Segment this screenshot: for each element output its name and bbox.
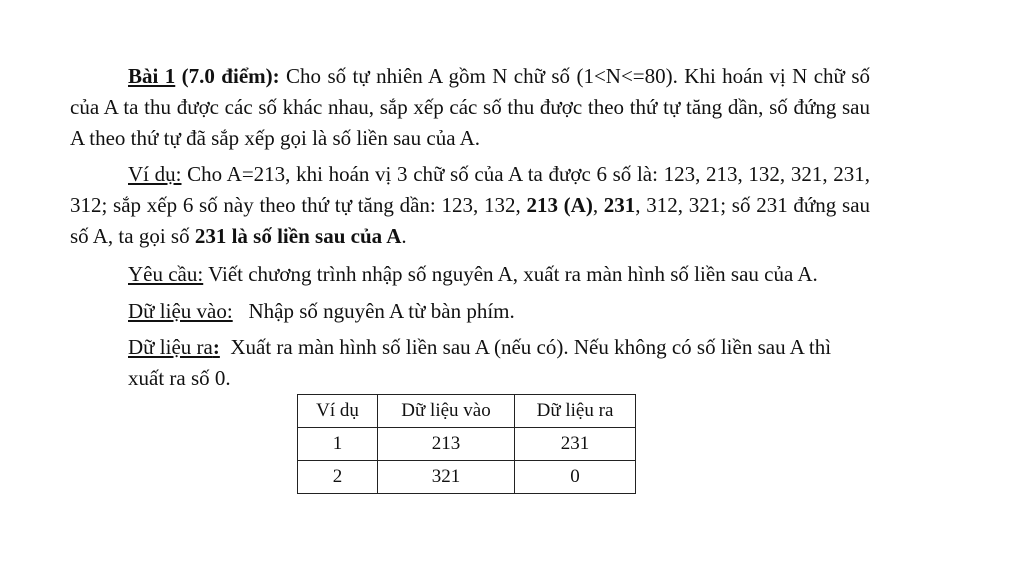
example-text-2: , 312, 321; số 231 đứng sau số A, ta gọi số <box>70 193 871 248</box>
table-cell: 2 <box>298 461 378 494</box>
table-cell: 213 <box>378 428 515 461</box>
example-bold-conclusion: 231 là số liền sau của A <box>194 224 402 248</box>
example-bold-a: 213 (A) <box>526 193 593 217</box>
output-label: Dữ liệu ra <box>128 335 213 359</box>
problem-statement <box>70 61 870 154</box>
problem-intro: Cho số tự nhiên A gồm N chữ số (1<N<=80). Khi hoán vị N chữ số của A ta thu được các số khác nhau, sắp xếp các số thu được theo thứ tự tăng dần, số đứng sau A theo thứ tự đã sắp xếp gọi là số liền sau của A. <box>70 64 871 150</box>
table-header-row <box>298 395 636 428</box>
example-bold-231: 231 <box>603 193 636 217</box>
table-header-output: Dữ liệu ra <box>515 395 636 428</box>
requirement-label: Yêu cầu: <box>128 262 204 286</box>
example-text-1: Cho A=213, khi hoán vị 3 chữ số của A ta được 6 số là: 123, 213, 132, 321, 231, 312; sắp xếp 6 số này theo thứ tự tăng dần: 123, 132, <box>70 162 870 217</box>
output-line <box>128 332 868 394</box>
requirement-line <box>128 259 868 290</box>
output-text: Xuất ra màn hình số liền sau A (nếu có). Nếu không có số liền sau A thì xuất ra số 0. <box>128 335 837 390</box>
table-cell: 0 <box>515 461 636 494</box>
input-line <box>128 296 868 327</box>
example-table <box>297 394 636 494</box>
example-paragraph <box>70 159 870 252</box>
output-colon: : <box>212 335 220 359</box>
table-cell: 321 <box>378 461 515 494</box>
example-end: . <box>401 224 407 248</box>
input-text: Nhập số nguyên A từ bàn phím. <box>232 299 515 323</box>
example-sep: , <box>592 193 604 217</box>
problem-title: Bài 1 <box>128 64 176 88</box>
input-label: Dữ liệu vào: <box>128 299 233 323</box>
requirement-text: Viết chương trình nhập số nguyên A, xuất ra màn hình số liền sau của A. <box>203 262 818 286</box>
problem-points: (7.0 điểm): <box>175 64 280 88</box>
table-cell: 1 <box>298 428 378 461</box>
example-label: Ví dụ: <box>128 162 182 186</box>
table-cell: 231 <box>515 428 636 461</box>
table-header-input: Dữ liệu vào <box>378 395 515 428</box>
table-header-example: Ví dụ <box>298 395 378 428</box>
table-row <box>298 461 636 494</box>
table-row <box>298 428 636 461</box>
